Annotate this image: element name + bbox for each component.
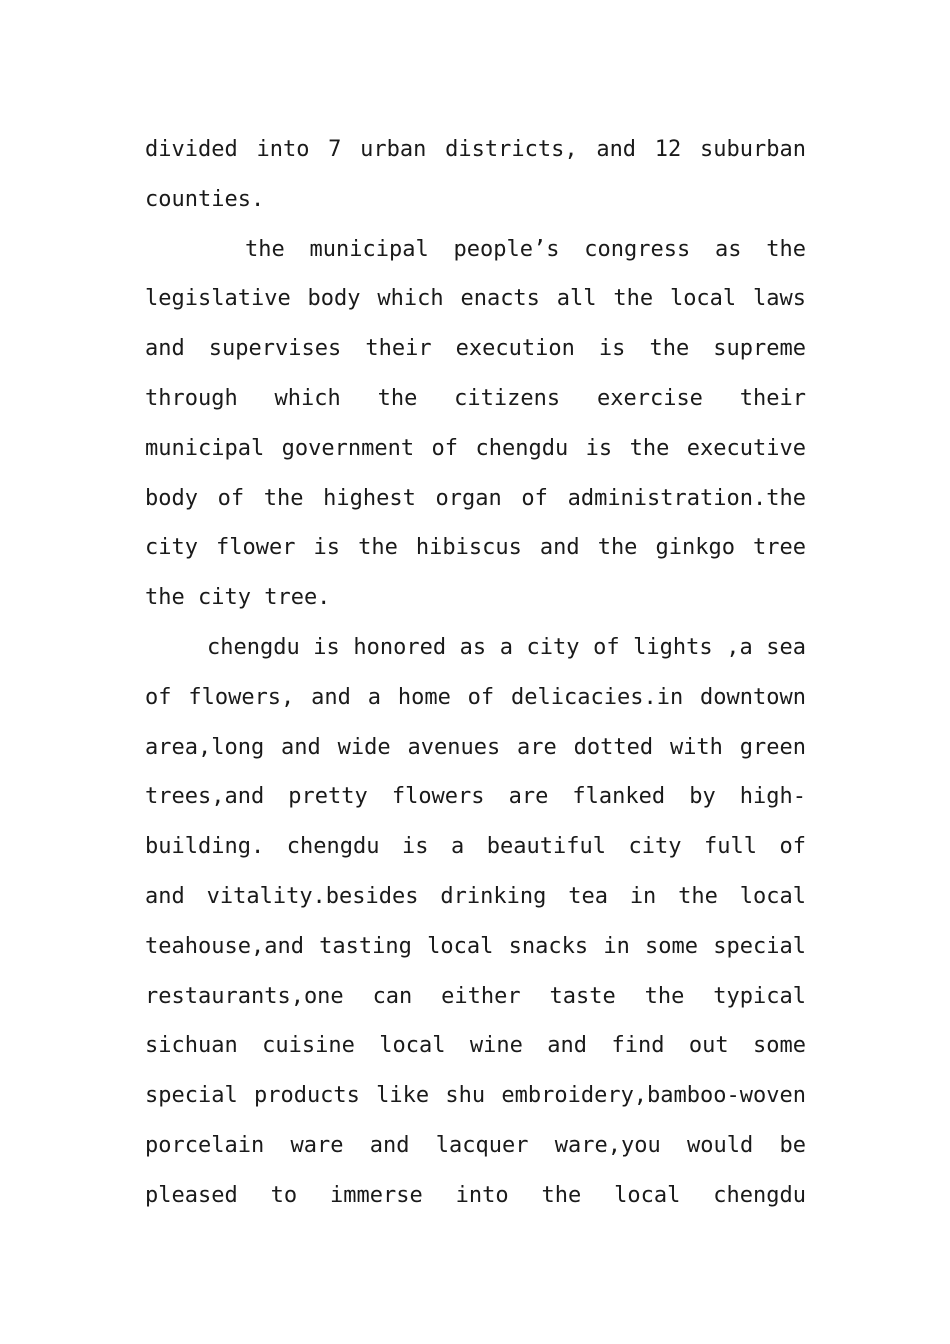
paragraph-line: the municipal people’s congress as the <box>245 236 806 262</box>
paragraph-line: special products like shu embroidery,bamboo-woven <box>145 1083 806 1109</box>
paragraph-line: of flowers, and a home of delicacies.in downtown <box>145 684 806 710</box>
paragraph-line: counties. <box>145 186 265 212</box>
paragraph-line: city flower is the hibiscus and the ginkgo tree <box>145 535 806 561</box>
paragraph-line: municipal government of chengdu is the executive <box>145 435 806 461</box>
paragraph-line: pleased to immerse into the local chengdu <box>145 1182 806 1208</box>
paragraph-line: chengdu is honored as a city of lights ,a sea <box>207 634 806 660</box>
paragraph-line: building. chengdu is a beautiful city full of <box>145 834 806 860</box>
paragraph-line: through which the citizens exercise their <box>145 385 806 411</box>
paragraph-2 <box>145 225 806 623</box>
paragraph-1 <box>145 125 806 225</box>
paragraph-line: restaurants,one can either taste the typical <box>145 983 806 1009</box>
paragraph-3 <box>145 623 806 1221</box>
paragraph-line: trees,and pretty flowers are flanked by high- <box>145 784 806 810</box>
paragraph-line: area,long and wide avenues are dotted with green <box>145 734 806 760</box>
paragraph-line: porcelain ware and lacquer ware,you would be <box>145 1132 806 1158</box>
paragraph-line: and vitality.besides drinking tea in the local <box>145 883 806 909</box>
document-body <box>145 125 806 1221</box>
paragraph-line: the city tree. <box>145 585 331 611</box>
paragraph-line: legislative body which enacts all the local laws <box>145 286 806 312</box>
paragraph-line: and supervises their execution is the supreme <box>145 336 806 362</box>
paragraph-line: sichuan cuisine local wine and find out some <box>145 1033 806 1059</box>
paragraph-line: teahouse,and tasting local snacks in some special <box>145 933 806 959</box>
paragraph-line: divided into 7 urban districts, and 12 suburban <box>145 137 806 162</box>
paragraph-line: body of the highest organ of administration.the <box>145 485 806 511</box>
